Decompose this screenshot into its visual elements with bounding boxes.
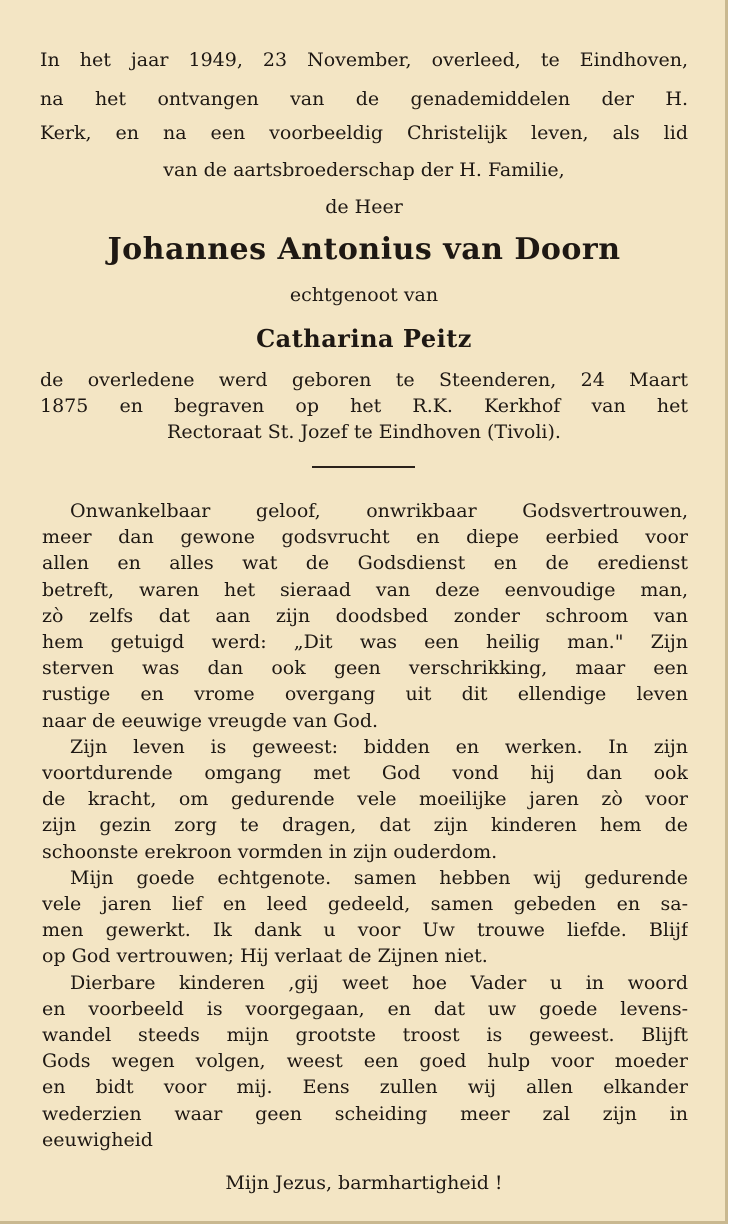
body-p4-line: en bidt voor mij. Eens zullen wij allen elkander: [42, 1076, 688, 1098]
body-p1-line: meer dan gewone godsvrucht en diepe eerbied voor: [42, 526, 688, 548]
body-p1-line: allen en alles wat de Godsdienst en de eredienst: [42, 552, 688, 574]
header-line-3: Kerk, en na een voorbeeldig Christelijk leven, als lid: [40, 122, 688, 144]
header-line-5: de Heer: [325, 196, 403, 218]
header-line-2: na het ontvangen van de genademiddelen der H.: [40, 88, 688, 110]
header-line-4: van de aartsbroederschap der H. Familie,: [163, 159, 565, 181]
body-p4-line: Dierbare kinderen ,gij weet hoe Vader u in woord: [70, 972, 688, 994]
birth-line-2: 1875 en begraven op het R.K. Kerkhof van het: [40, 395, 688, 417]
body-p1-line: naar de eeuwige vreugde van God.: [42, 710, 379, 732]
body-p4-line: en voorbeeld is voorgegaan, en dat uw goede levens-: [42, 998, 688, 1020]
body-p1-line: rustige en vrome overgang uit dit ellendige leven: [42, 683, 688, 705]
deceased-name: Johannes Antonius van Doorn: [107, 232, 621, 267]
body-p1-line: Onwankelbaar geloof, onwrikbaar Godsvertrouwen,: [70, 500, 688, 522]
body-p2-line: de kracht, om gedurende vele moeilijke jaren zò voor: [42, 788, 688, 810]
body-p4-line: wandel steeds mijn grootste troost is geweest. Blijft: [42, 1024, 688, 1046]
body-p3-line: men gewerkt. Ik dank u voor Uw trouwe liefde. Blijf: [42, 919, 688, 941]
body-p3-line: op God vertrouwen; Hij verlaat de Zijnen niet.: [42, 945, 488, 967]
body-p1-line: zò zelfs dat aan zijn doodsbed zonder schroom van: [42, 605, 688, 627]
birth-line-3: Rectoraat St. Jozef te Eindhoven (Tivoli).: [167, 421, 561, 443]
body-p3-line: vele jaren lief en leed gedeeld, samen gebeden en sa-: [42, 893, 688, 915]
body-p2-line: schoonste erekroon vormden in zijn ouderdom.: [42, 841, 498, 863]
body-p2-line: Zijn leven is geweest: bidden en werken. In zijn: [70, 736, 688, 758]
closing-prayer: Mijn Jezus, barmhartigheid !: [225, 1172, 503, 1194]
spouse-intro: echtgenoot van: [289, 284, 439, 306]
body-p3-line: Mijn goede echtgenote. samen hebben wij gedurende: [70, 867, 688, 889]
divider-rule: [312, 466, 415, 468]
body-p1-line: hem getuigd werd: „Dit was een heilig man." Zijn: [42, 631, 688, 653]
birth-line-1: de overledene werd geboren te Steenderen, 24 Maart: [40, 369, 688, 391]
body-p2-line: zijn gezin zorg te dragen, dat zijn kinderen hem de: [42, 814, 688, 836]
body-p4-line: wederzien waar geen scheiding meer zal zijn in: [42, 1103, 688, 1125]
header-line-1: In het jaar 1949, 23 November, overleed, te Eindhoven,: [40, 49, 688, 71]
body-p4-line: Gods wegen volgen, weest een goed hulp voor moeder: [42, 1050, 688, 1072]
body-p2-line: voortdurende omgang met God vond hij dan ook: [42, 762, 688, 784]
body-p1-line: betreft, waren het sieraad van deze eenvoudige man,: [42, 579, 688, 601]
body-p4-line: eeuwigheid: [42, 1129, 153, 1151]
spouse-name: Catharina Peitz: [256, 324, 472, 353]
body-p1-line: sterven was dan ook geen verschrikking, maar een: [42, 657, 688, 679]
